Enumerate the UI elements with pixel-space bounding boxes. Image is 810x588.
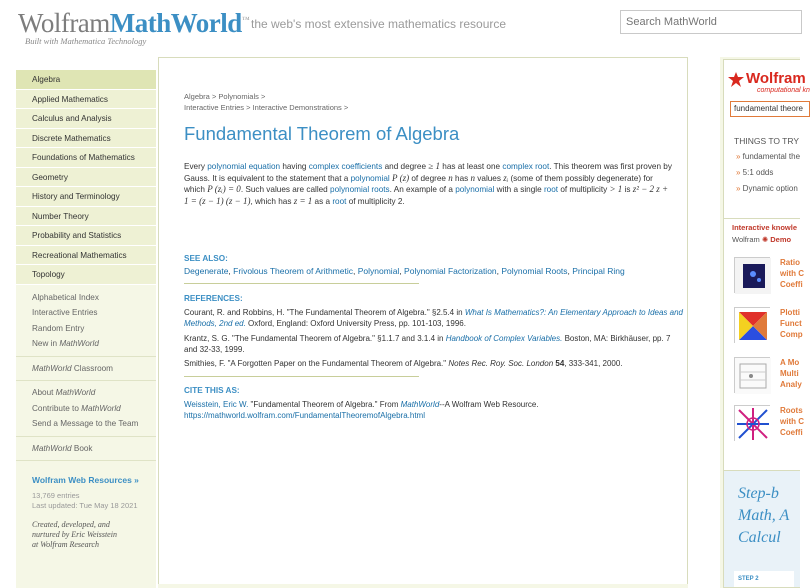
body-text: with a single xyxy=(494,185,544,194)
link-complex-root[interactable]: complex root xyxy=(502,162,550,171)
list-separator: , xyxy=(353,266,358,276)
nav-random-entry[interactable]: Random Entry xyxy=(32,323,85,333)
demo-title-line: with C xyxy=(780,269,804,278)
wolfram-alpha-logo-text: Wolfram xyxy=(746,70,806,87)
math-expression: P (z) xyxy=(392,172,410,183)
cite-url-link[interactable]: https://mathworld.wolfram.com/FundamentalTheoremofAlgebra.html xyxy=(184,411,425,420)
nav-divider xyxy=(16,436,156,437)
breadcrumb-separator: > xyxy=(258,92,266,101)
demo-gear-icon: ✺ xyxy=(761,235,769,244)
logo-trademark: ™ xyxy=(241,15,250,24)
nav-applied-mathematics[interactable]: Applied Mathematics xyxy=(16,90,156,110)
cite-heading: CITE THIS AS: xyxy=(184,386,240,395)
contribute-prefix: Contribute to xyxy=(32,403,82,413)
citation xyxy=(184,399,674,421)
built-with-text: Built with Mathematica Technology xyxy=(25,36,147,46)
credits-line: Created, developed, and xyxy=(32,520,110,529)
things-to-try-heading: THINGS TO TRY xyxy=(734,136,800,146)
math-expression: n xyxy=(448,172,453,183)
reference-text: Oxford, England: Oxford University Press, pp. 101-103, 1996. xyxy=(245,319,466,328)
try-item[interactable]: » Dynamic option xyxy=(736,184,798,193)
logo-wolfram-text: Wolfram xyxy=(18,8,110,38)
nav-divider xyxy=(16,380,156,381)
references-heading: REFERENCES: xyxy=(184,294,243,303)
demo-item[interactable] xyxy=(734,405,804,449)
list-separator: , xyxy=(399,266,405,276)
link-polynomial-equation[interactable]: polynomial equation xyxy=(207,162,281,171)
mathworld-italic: MathWorld xyxy=(32,443,72,453)
demo-title xyxy=(780,257,804,290)
demo-title xyxy=(780,357,802,390)
see-also-principal-ring[interactable]: Principal Ring xyxy=(572,266,625,276)
section-divider xyxy=(184,283,419,284)
demo-thumbnail-image xyxy=(735,258,771,294)
try-item[interactable]: » fundamental the xyxy=(736,152,800,161)
math-expression: n xyxy=(470,172,476,183)
demo-title-line: Ratio xyxy=(780,258,800,267)
breadcrumb xyxy=(184,103,348,112)
cite-author-link[interactable]: Weisstein, Eric W. xyxy=(184,400,249,409)
demo-thumbnail xyxy=(734,357,770,393)
mathworld-italic: MathWorld xyxy=(55,388,96,397)
nav-alphabetical-index[interactable]: Alphabetical Index xyxy=(32,292,99,302)
reference-text: , 333-341, 2000. xyxy=(564,359,623,368)
ad-line: Step-b xyxy=(738,485,779,502)
reference-text: Krantz, S. G. "The Fundamental Theorem of Algebra." §1.1.7 and 3.1.4 in xyxy=(184,334,446,343)
body-text: having xyxy=(280,162,309,171)
reference-text: Smithies, F. "A Forgotten Paper on the Fundamental Theorem of Algebra." xyxy=(184,359,449,368)
reference-text: Boston, MA: Birkhäuser, pp. 7 and 32-33, 1999. xyxy=(184,334,671,354)
left-sidebar xyxy=(16,70,156,588)
cite-text: --A Wolfram Web Resource. xyxy=(439,400,539,409)
reference-volume: 54 xyxy=(553,359,565,368)
entry-count: 13,769 entries xyxy=(32,491,80,500)
cite-text: "Fundamental Theorem of Algebra." From xyxy=(248,400,401,409)
nav-discrete-mathematics[interactable]: Discrete Mathematics xyxy=(16,129,156,149)
reference-book-link[interactable]: What Is Mathematics?: An Elementary Approach to Ideas and Methods, 2nd ed. xyxy=(184,308,683,328)
cite-mathworld-link[interactable]: MathWorld xyxy=(400,400,440,409)
demo-title-line: Plotti xyxy=(780,308,800,317)
math-expression: z² − 2 z + 1 = (z − 1) (z − 1) xyxy=(184,184,669,206)
nav-topology[interactable]: Topology xyxy=(16,265,156,285)
see-also-heading: SEE ALSO: xyxy=(184,254,228,263)
reference-item xyxy=(184,333,684,355)
demo-title-line: with C xyxy=(780,417,804,426)
body-text: of multiplicity xyxy=(558,185,610,194)
link-root[interactable]: root xyxy=(543,185,559,194)
demo-title-line: Coeffi xyxy=(780,280,803,289)
breadcrumb-polynomials[interactable]: Polynomials xyxy=(218,92,259,101)
body-text: Every xyxy=(184,162,208,171)
breadcrumb-separator: > xyxy=(341,103,349,112)
math-expression: zᵢ xyxy=(503,172,509,183)
demo-title-line: Comp xyxy=(780,330,803,339)
logo-mathworld-text: MathWorld xyxy=(109,8,242,38)
mathworld-italic: MathWorld xyxy=(59,339,99,348)
demo-title xyxy=(780,405,804,438)
nav-number-theory[interactable]: Number Theory xyxy=(16,207,156,227)
see-also-polynomial[interactable]: Polynomial xyxy=(357,266,400,276)
see-also-polynomial-roots[interactable]: Polynomial Roots xyxy=(501,266,568,276)
body-text: , which has xyxy=(250,196,294,206)
demo-thumbnail-image xyxy=(735,308,771,344)
nav-new-in-mathworld[interactable] xyxy=(16,336,156,352)
step2-label: STEP 2 xyxy=(734,571,794,587)
brand-wolfram: Wolfram xyxy=(732,235,760,244)
nav-geometry[interactable]: Geometry xyxy=(16,168,156,188)
ad-line: Calcul xyxy=(738,529,781,546)
nav-history-and-terminology[interactable]: History and Terminology xyxy=(16,187,156,207)
math-expression: ≥ 1 xyxy=(428,161,440,171)
nav-contribute[interactable] xyxy=(16,401,156,417)
nav-send-message[interactable]: Send a Message to the Team xyxy=(32,419,139,428)
reference-item xyxy=(184,358,684,369)
credits-line: at Wolfram Research xyxy=(32,540,99,549)
interactive-demos-widget xyxy=(723,218,804,508)
nav-foundations-of-mathematics[interactable]: Foundations of Mathematics xyxy=(16,148,156,168)
brand-demo: Demo xyxy=(770,235,792,244)
classroom-suffix: Classroom xyxy=(71,363,113,373)
header xyxy=(0,0,800,52)
body-text: . Such values are called xyxy=(240,185,331,194)
list-separator: , xyxy=(567,266,573,276)
step-by-step-ad[interactable] xyxy=(723,470,800,588)
page-title: Fundamental Theorem of Algebra xyxy=(184,123,460,144)
nav-interactive-entries[interactable]: Interactive Entries xyxy=(32,308,98,317)
credits xyxy=(16,520,156,550)
see-also-list xyxy=(184,266,625,276)
breadcrumb xyxy=(184,92,265,101)
body-text: . This theorem was first proven by Gauss. It is equivalent to the statement that a xyxy=(184,162,672,183)
demo-title-line: Analy xyxy=(780,380,802,389)
last-updated: Last updated: Tue May 18 2021 xyxy=(32,501,138,510)
demo-thumbnail xyxy=(734,405,770,441)
math-expression: > 1 xyxy=(609,184,623,194)
nav-probability-and-statistics[interactable]: Probability and Statistics xyxy=(16,226,156,246)
body-text: . An example of a xyxy=(389,185,456,194)
demo-thumbnail-image xyxy=(735,406,771,442)
breadcrumb-separator: > xyxy=(209,92,219,101)
see-also-polynomial-factorization[interactable]: Polynomial Factorization xyxy=(404,266,497,276)
demo-title-line: Multi xyxy=(780,369,799,378)
body-text: as a xyxy=(312,196,333,206)
reference-text: Courant, R. and Robbins, H. "The Fundamental Theorem of Algebra." §2.5.4 in xyxy=(184,308,465,317)
demo-thumbnail xyxy=(734,307,770,343)
see-also-frivolous-theorem[interactable]: Frivolous Theorem of Arithmetic xyxy=(233,266,353,276)
wolfram-alpha-subtitle: computational kn xyxy=(757,87,810,94)
category-list xyxy=(16,70,156,285)
link-polynomial[interactable]: polynomial xyxy=(455,185,495,194)
new-in-prefix: New in xyxy=(32,339,60,348)
link-root[interactable]: root xyxy=(332,196,347,206)
book-suffix: Book xyxy=(71,443,93,453)
demo-title-line: Funct xyxy=(780,319,802,328)
nav-recreational-mathematics[interactable]: Recreational Mathematics xyxy=(16,246,156,266)
wolfram-alpha-input[interactable]: fundamental theore xyxy=(730,101,810,117)
bottom-strip xyxy=(158,584,688,588)
breadcrumb-interactive-demonstrations[interactable]: Interactive Demonstrations xyxy=(252,103,342,112)
breadcrumb-algebra[interactable]: Algebra xyxy=(184,92,210,101)
demo-item[interactable] xyxy=(734,257,804,301)
demo-title-line: Roots xyxy=(780,406,803,415)
ad-line: Math, A xyxy=(738,507,790,524)
nav-divider xyxy=(16,356,156,357)
demo-thumbnail-image xyxy=(735,358,771,394)
demo-thumbnail xyxy=(734,257,770,293)
mathworld-logo[interactable] xyxy=(18,8,249,39)
article-body xyxy=(184,161,674,207)
demo-item[interactable] xyxy=(734,357,804,401)
breadcrumb-separator: > xyxy=(244,103,253,112)
link-polynomial[interactable]: polynomial xyxy=(350,173,390,183)
body-text: (some of them possibly degenerate) for which xyxy=(184,173,653,194)
reference-journal: Notes Rec. Roy. Soc. London xyxy=(448,359,554,368)
mathworld-italic: MathWorld xyxy=(81,403,121,413)
body-text: has xyxy=(452,173,471,183)
link-polynomial-roots[interactable]: polynomial roots xyxy=(330,185,390,194)
math-expression: P (zᵢ) = 0 xyxy=(207,184,241,194)
mathworld-italic: MathWorld xyxy=(32,363,72,373)
reference-book-link[interactable]: Handbook of Complex Variables. xyxy=(445,334,563,343)
nav-algebra[interactable]: Algebra xyxy=(16,70,156,90)
breadcrumb-interactive-entries[interactable]: Interactive Entries xyxy=(184,103,245,112)
nav-mathworld-classroom[interactable] xyxy=(16,361,156,377)
wolfram-demonstrations-brand[interactable] xyxy=(732,235,791,244)
reference-item xyxy=(184,307,684,329)
body-text: of degree xyxy=(409,173,449,183)
body-text: values xyxy=(475,173,504,183)
nav-divider xyxy=(16,460,156,461)
demo-title-line: Coeffi xyxy=(780,428,803,437)
see-also-degenerate[interactable]: Degenerate xyxy=(184,266,229,276)
body-text: has at least one xyxy=(440,162,503,171)
nav-mathworld-book[interactable] xyxy=(16,441,156,457)
try-item[interactable]: » 5:1 odds xyxy=(736,168,773,177)
main-content xyxy=(158,57,688,588)
math-expression: z = 1 xyxy=(293,195,313,206)
demo-title-line: A Mo xyxy=(780,358,800,367)
section-divider xyxy=(184,376,419,377)
demo-title xyxy=(780,307,803,340)
body-text: is xyxy=(622,185,633,194)
body-text: of multiplicity 2. xyxy=(346,196,405,206)
demo-item[interactable] xyxy=(734,307,804,351)
nav-about-mathworld[interactable] xyxy=(16,385,156,401)
link-complex-coefficients[interactable]: complex coefficients xyxy=(308,162,383,171)
wolfram-web-resources-link[interactable]: Wolfram Web Resources » xyxy=(32,475,139,485)
credits-line: nurtured by Eric Weisstein xyxy=(32,530,117,539)
tagline: the web's most extensive mathematics resource xyxy=(251,17,507,31)
index-links xyxy=(16,285,156,352)
nav-calculus-and-analysis[interactable]: Calculus and Analysis xyxy=(16,109,156,129)
about-prefix: About xyxy=(32,388,56,397)
wolfram-alpha-logo[interactable] xyxy=(728,70,806,87)
list-separator: , xyxy=(496,266,502,276)
interactive-knowledge-title: Interactive knowle xyxy=(732,223,798,232)
body-text: and degree xyxy=(382,162,429,171)
list-separator: , xyxy=(228,266,234,276)
search-input[interactable] xyxy=(620,10,802,34)
